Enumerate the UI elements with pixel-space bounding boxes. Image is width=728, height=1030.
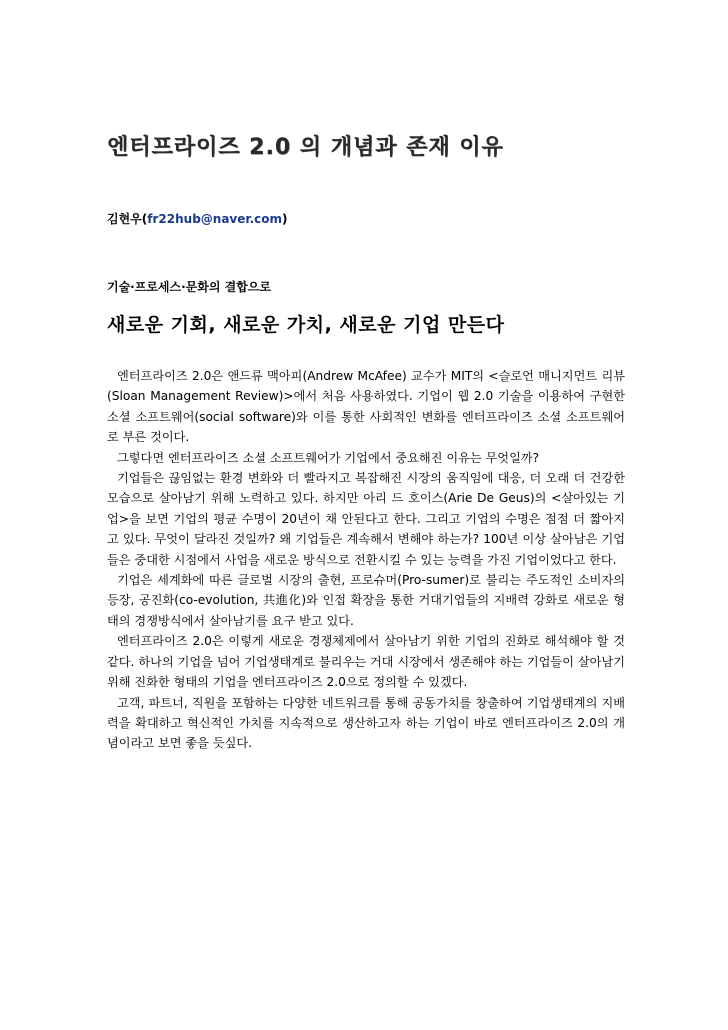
paragraph: 기업은 세계화에 따른 글로벌 시장의 출현, 프로슈머(Pro-sumer)로 불리는 주도적인 소비자의 등장, 공진화(co-evolution, 共進化)와 인접 확장을 통한 거대기업들의 지배력 강화로 새로운 형태의 경쟁방식에서 살아남기를 요구 받고 있다. (107, 573, 625, 628)
paragraph: 엔터프라이즈 2.0은 이렇게 새로운 경쟁체제에서 살아남기 위한 기업의 진화로 해석해야 할 것 같다. 하나의 기업을 넘어 기업생태계로 불리우는 거대 시장에서 생존해야 하는 기업들이 살아남기 위해 진화한 형태의 기업을 엔터프라이즈 2.0으로 정의할 수 있겠다. (107, 634, 625, 690)
author-email: fr22hub@naver.com (147, 212, 283, 226)
document-title: 엔터프라이즈 2.0 의 개념과 존재 이유 (107, 135, 504, 160)
paragraph: 고객, 파트너, 직원을 포함하는 다양한 네트워크를 통해 공동가치를 창출하여 기업생태계의 지배력을 확대하고 혁신적인 가치를 지속적으로 생산하고자 하는 기업이 바로 엔터프라이즈 2.0의 개념이라고 보면 좋을 듯싶다. (107, 695, 625, 751)
main-heading: 새로운 기회, 새로운 가치, 새로운 기업 만든다 (107, 314, 505, 336)
article-body (107, 366, 625, 754)
paragraph: 기업들은 끊임없는 환경 변화와 더 빨라지고 복잡해진 시장의 움직임에 대응, 더 오래 더 건강한 모습으로 살아남기 위해 노력하고 있다. 하지만 아리 드 호이스(Arie De Geus)의 <살아있는 기업>을 보면 기업의 평균 수명이 20년이 채 안된다고 한다. 그리고 기업의 수명은 점점 더 짧아지고 있다. 무엇이 달라진 것일까? 왜 기업들은 계속해서 변해야 하는가? 100년 이상 살아남은 기업들은 중대한 시점에서 사업을 새로운 방식으로 전환시킬 수 있는 능력을 가진 기업이었다고 한다. (107, 471, 625, 567)
author-name: 김현우 (107, 212, 142, 226)
paragraph: 그렇다면 엔터프라이즈 소셜 소프트웨어가 기업에서 중요해진 이유는 무엇일까? (117, 450, 540, 465)
paragraph: 엔터프라이즈 2.0은 앤드류 맥아피(Andrew McAfee) 교수가 MIT의 <슬로언 매니지먼트 리뷰(Sloan Management Review)>에서 처음 사용하였다. 기업이 웹 2.0 기술을 이용하여 구현한 소셜 소프트웨어(social software)와 이를 통한 사회적인 변화를 엔터프라이즈 소셜 소프트웨어로 부른 것이다. (107, 369, 625, 445)
author-line: 김현우(fr22hub@naver.com) (107, 212, 288, 226)
subheading: 기술·프로세스·문화의 결합으로 (107, 280, 271, 294)
